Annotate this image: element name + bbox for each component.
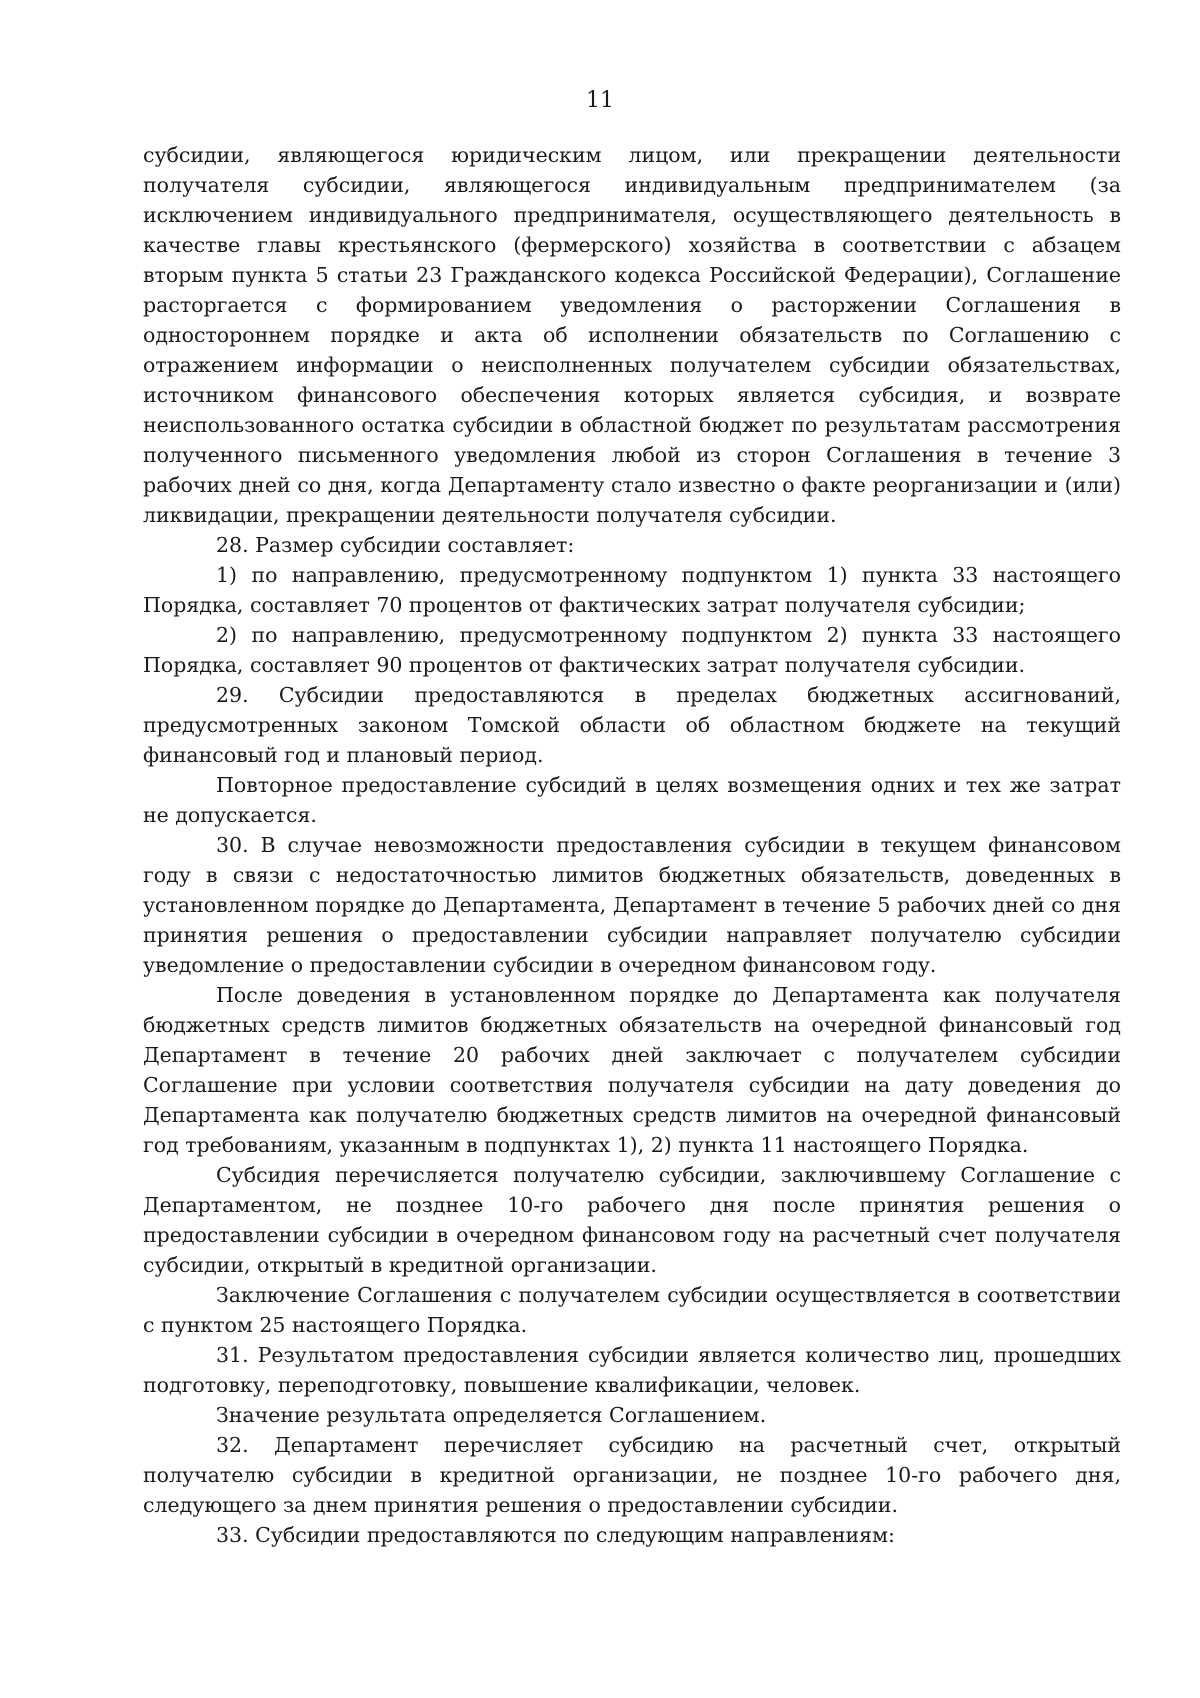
page-number: 11 [586,88,614,113]
paragraph-item-29-repeat-subsidy: Повторное предоставление субсидий в целях возмещения одних и тех же затрат не допускается. [143,773,1121,827]
paragraph-item-29: 29. Субсидии предоставляются в пределах бюджетных ассигнований, предусмотренных законом Томской области об областном бюджете на текущий финансовый год и плановый период. [143,683,1121,767]
paragraph-item-30: 30. В случае невозможности предоставления субсидии в текущем финансовом году в связи с недостаточностью лимитов бюджетных обязательств, доведенных в установленном порядке до Департамента, Департамент в течение 5 рабочих дней со дня принятия решения о предоставлении субсидии направляет получателю субсидии уведомление о предоставлении субсидии в очередном финансовом году. [143,833,1121,977]
paragraph-subitem-28-2: 2) по направлению, предусмотренному подпунктом 2) пункта 33 настоящего Порядка, составляет 90 процентов от фактических затрат получателя субсидии. [143,623,1121,677]
document-body [143,140,1121,1550]
paragraph-item-30-transfer: Субсидия перечисляется получателю субсидии, заключившему Соглашение с Департаментом, не позднее 10-го рабочего дня после принятия решения о предоставлении субсидии в очередном финансовом году на расчетный счет получателя субсидии, открытый в кредитной организации. [143,1163,1121,1277]
paragraph-item-28: 28. Размер субсидии составляет: [216,533,575,557]
paragraph-item-32: 32. Департамент перечисляет субсидию на расчетный счет, открытый получателю субсидии в кредитной организации, не позднее 10-го рабочего дня, следующего за днем принятия решения о предоставлении субсидии. [143,1433,1121,1517]
paragraph-item-33: 33. Субсидии предоставляются по следующим направлениям: [216,1523,895,1547]
paragraph-subitem-28-1: 1) по направлению, предусмотренному подпунктом 1) пункта 33 настоящего Порядка, составляет 70 процентов от фактических затрат получателя субсидии; [143,563,1121,617]
paragraph-item-30-agreement: После доведения в установленном порядке до Департамента как получателя бюджетных средств лимитов бюджетных обязательств на очередной финансовый год Департамент в течение 20 рабочих дней заключает с получателем субсидии Соглашение при условии соответствия получателя субсидии на дату доведения до Департамента как получателю бюджетных средств лимитов на очередной финансовый год требованиям, указанным в подпунктах 1), 2) пункта 11 настоящего Порядка. [143,983,1121,1157]
paragraph-item-30-conclusion: Заключение Соглашения с получателем субсидии осуществляется в соответствии с пунктом 25 настоящего Порядка. [143,1283,1121,1337]
paragraph-continuation: субсидии, являющегося юридическим лицом, или прекращении деятельности получателя субсидии, являющегося индивидуальным предпринимателем (за исключением индивидуального предпринимателя, осуществляющего деятельность в качестве главы крестьянского (фермерского) хозяйства в соответствии с абзацем вторым пункта 5 статьи 23 Гражданского кодекса Российской Федерации), Соглашение расторгается с формированием уведомления о расторжении Соглашения в одностороннем порядке и акта об исполнении обязательств по Соглашению с отражением информации о неисполненных получателем субсидии обязательствах, источником финансового обеспечения которых является субсидия, и возврате неиспользованного остатка субсидии в областной бюджет по результатам рассмотрения полученного письменного уведомления любой из сторон Соглашения в течение 3 рабочих дней со дня, когда Департаменту стало известно о факте реорганизации и (или) ликвидации, прекращении деятельности получателя субсидии. [143,143,1121,527]
paragraph-item-31-result-value: Значение результата определяется Соглашением. [216,1403,767,1427]
paragraph-item-31: 31. Результатом предоставления субсидии является количество лиц, прошедших подготовку, переподготовку, повышение квалификации, человек. [143,1343,1121,1397]
